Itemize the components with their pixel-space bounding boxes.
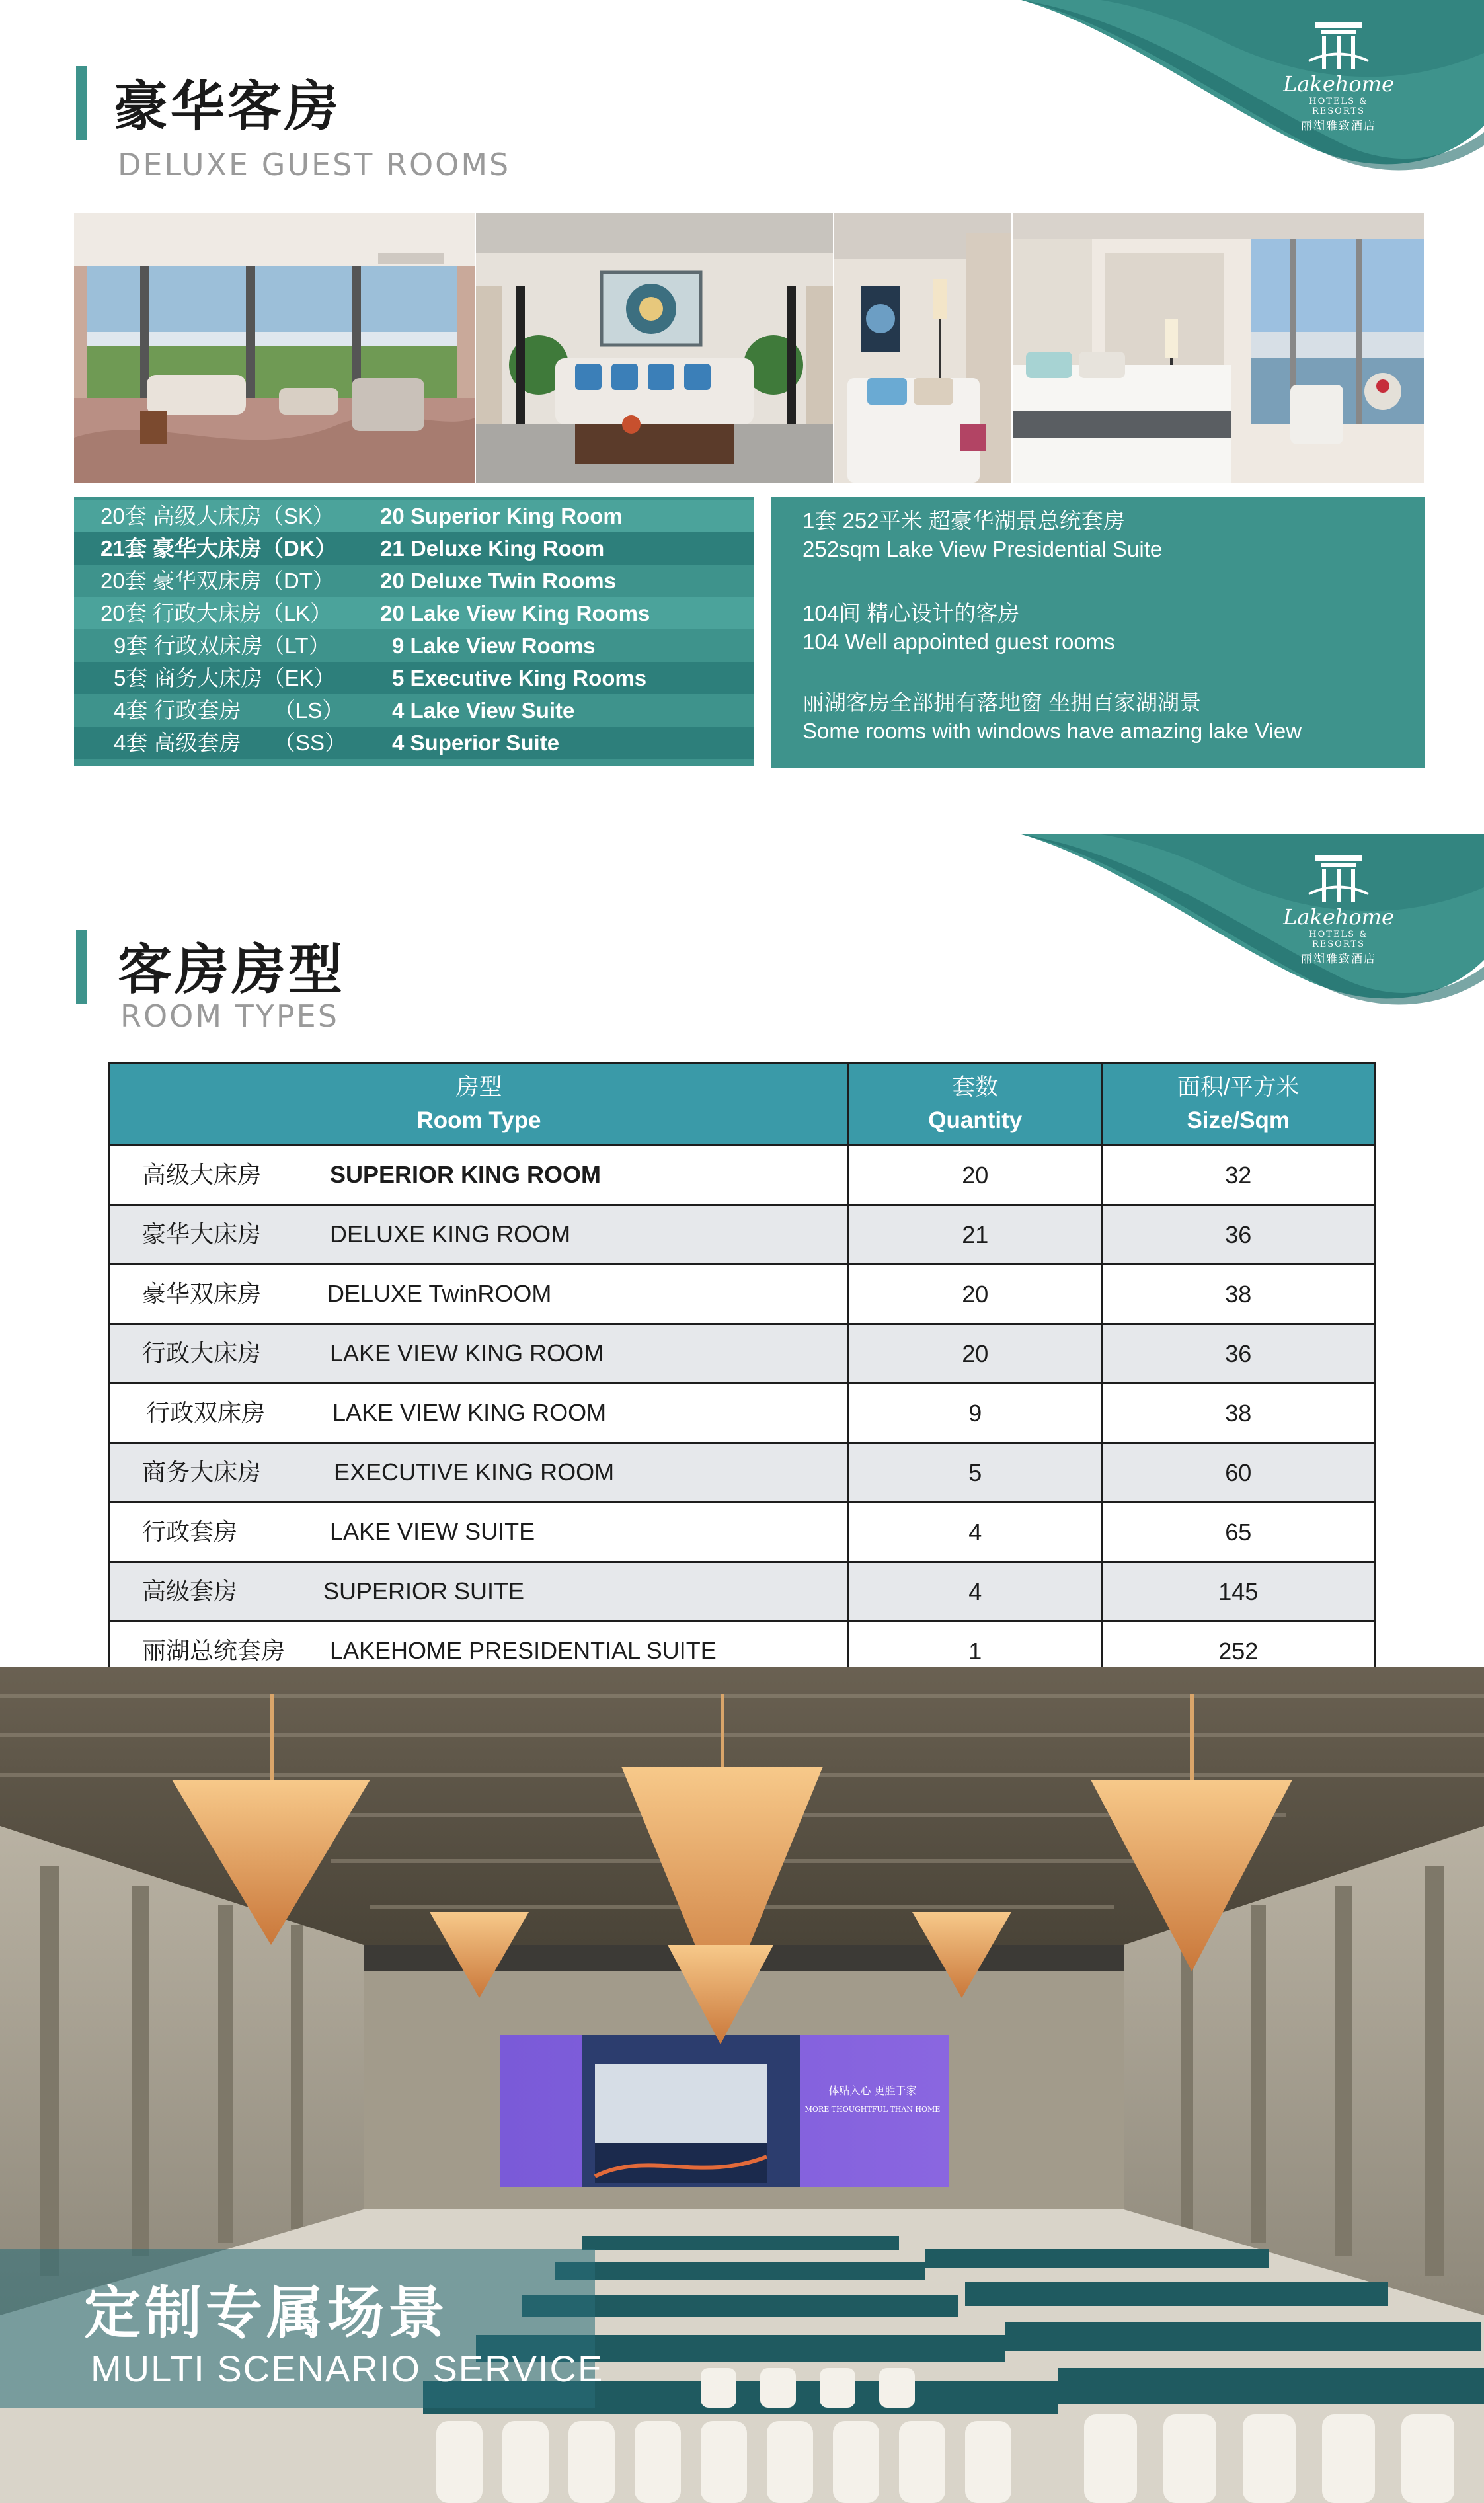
quantity-cell: 21: [848, 1205, 1102, 1265]
brand-script-name: Lakehome: [1283, 71, 1394, 97]
table-header-row: [110, 1063, 1375, 1146]
room-type-cell: [110, 1443, 849, 1503]
quantity-cell: 20: [848, 1324, 1102, 1384]
room-type-en: LAKE VIEW KING ROOM: [330, 1339, 604, 1367]
header-quantity-en: Quantity: [928, 1107, 1023, 1133]
room-type-cell: [110, 1384, 849, 1443]
quantity-cell: 20: [848, 1265, 1102, 1324]
room-types-table: [108, 1062, 1376, 1682]
table-row: [110, 1265, 1375, 1324]
brand-cn-name: 丽湖雅致酒店: [1301, 953, 1376, 966]
brand-logo-top: [1282, 20, 1395, 133]
header-quantity: [848, 1063, 1102, 1146]
room-type-cn: 行政双床房: [146, 1399, 266, 1426]
size-cell: 252: [1102, 1622, 1375, 1681]
quantity-cell: 20: [848, 1146, 1102, 1205]
inventory-cn: 4套 高级套房 （SS）: [114, 731, 347, 755]
table-row: [110, 1146, 1375, 1205]
inventory-cn: 21套 豪华大床房（DK）: [100, 536, 337, 561]
size-cell: 145: [1102, 1562, 1375, 1622]
room-type-en: DELUXE TwinROOM: [327, 1280, 552, 1307]
room-types-title-cn: 客房房型: [118, 939, 346, 1002]
room-type-cell: [110, 1562, 849, 1622]
brand-emblem-icon: [1282, 20, 1395, 71]
inventory-en: 20 Deluxe Twin Rooms: [380, 569, 616, 593]
header-quantity-cn: 套数: [952, 1074, 999, 1100]
screen-text-cn: 体贴入心 更胜于家: [828, 2085, 917, 2097]
inventory-row: [74, 500, 754, 532]
room-type-cn: 行政套房: [142, 1518, 238, 1545]
header-room-type: [110, 1063, 849, 1146]
table-row: [110, 1503, 1375, 1562]
room-types-title-en: ROOM TYPES: [120, 998, 339, 1034]
brand-emblem-icon: [1282, 853, 1395, 904]
room-type-en: SUPERIOR KING ROOM: [330, 1161, 602, 1188]
deluxe-title-en: DELUXE GUEST ROOMS: [118, 147, 511, 182]
brand-sub-name: HOTELS & RESORTS: [1309, 930, 1368, 949]
room-type-cn: 丽湖总统套房: [142, 1637, 286, 1664]
inventory-cn: 20套 行政大床房（LK）: [100, 601, 332, 625]
header-size: [1102, 1063, 1375, 1146]
inventory-cn: 5套 商务大床房（EK）: [114, 666, 336, 690]
size-cell: 32: [1102, 1146, 1375, 1205]
room-type-en: LAKE VIEW KING ROOM: [332, 1399, 607, 1426]
inventory-row: [74, 662, 754, 694]
quantity-cell: 9: [848, 1384, 1102, 1443]
room-type-en: LAKEHOME PRESIDENTIAL SUITE: [330, 1637, 717, 1664]
inventory-cn: 4套 行政套房 （LS）: [114, 698, 344, 723]
inventory-en: 4 Lake View Suite: [392, 698, 575, 723]
room-photo-bed-lakeview: [1013, 213, 1424, 483]
room-type-en: EXECUTIVE KING ROOM: [334, 1458, 615, 1486]
room-photo-sofa-suite: [476, 213, 833, 483]
size-cell: 36: [1102, 1205, 1375, 1265]
highlight-en: 252sqm Lake View Presidential Suite: [802, 537, 1163, 561]
room-type-en: SUPERIOR SUITE: [323, 1577, 525, 1605]
size-cell: 36: [1102, 1324, 1375, 1384]
room-type-cn: 豪华双床房: [142, 1280, 262, 1307]
highlights-panel: [771, 497, 1425, 768]
header-room-type-en: Room Type: [416, 1107, 541, 1133]
quantity-cell: 5: [848, 1443, 1102, 1503]
table-row: [110, 1324, 1375, 1384]
highlight-cn: 1套 252平米 超豪华湖景总统套房: [802, 508, 1125, 533]
room-type-cn: 豪华大床房: [142, 1220, 262, 1248]
middle-corner-brand-shape: [1021, 834, 1484, 1006]
header-room-type-cn: 房型: [455, 1074, 502, 1100]
room-type-cell: [110, 1205, 849, 1265]
inventory-row: [74, 727, 754, 759]
highlight-cn: 丽湖客房全部拥有落地窗 坐拥百家湖湖景: [802, 690, 1202, 715]
room-type-cn: 商务大床房: [142, 1458, 262, 1486]
room-type-cell: [110, 1146, 849, 1205]
header-size-en: Size/Sqm: [1187, 1107, 1290, 1133]
hall-title-cn: 定制专属场景: [84, 2280, 449, 2346]
room-type-cell: [110, 1503, 849, 1562]
inventory-en: 20 Lake View King Rooms: [380, 601, 650, 625]
inventory-row: [74, 532, 754, 565]
inventory-en: 21 Deluxe King Room: [380, 536, 605, 561]
highlight-en: Some rooms with windows have amazing lake View: [802, 719, 1302, 743]
header-size-cn: 面积/平方米: [1177, 1074, 1300, 1100]
table-row: [110, 1443, 1375, 1503]
room-type-en: DELUXE KING ROOM: [330, 1220, 571, 1248]
inventory-row: [74, 565, 754, 597]
brand-logo-middle: [1282, 853, 1395, 966]
room-type-cn: 行政大床房: [142, 1339, 262, 1367]
brand-sub-name: HOTELS & RESORTS: [1309, 97, 1368, 116]
brand-script-name: Lakehome: [1283, 904, 1394, 930]
size-cell: 38: [1102, 1265, 1375, 1324]
inventory-row: [74, 694, 754, 727]
room-type-cell: [110, 1265, 849, 1324]
inventory-row: [74, 629, 754, 662]
inventory-en: 5 Executive King Rooms: [392, 666, 647, 690]
inventory-panel: [74, 497, 754, 766]
inventory-row: [74, 597, 754, 629]
quantity-cell: 1: [848, 1622, 1102, 1681]
table-row: [110, 1562, 1375, 1622]
room-type-cn: 高级大床房: [142, 1161, 262, 1188]
room-photo-lake-lounge: [74, 213, 475, 483]
table-row: [110, 1205, 1375, 1265]
hall-title-en: MULTI SCENARIO SERVICE: [91, 2348, 604, 2389]
size-cell: 38: [1102, 1384, 1375, 1443]
screen-text-en: MORE THOUGHTFUL THAN HOME: [804, 2105, 941, 2114]
top-corner-brand-shape: [1021, 0, 1484, 172]
inventory-cn: 20套 豪华双床房（DT）: [100, 569, 334, 593]
table-row: [110, 1384, 1375, 1443]
inventory-cn: 9套 行政双床房（LT）: [114, 633, 331, 658]
room-type-cn: 高级套房: [142, 1577, 238, 1605]
inventory-en: 4 Superior Suite: [392, 731, 560, 755]
inventory-en: 20 Superior King Room: [380, 504, 623, 528]
quantity-cell: 4: [848, 1562, 1102, 1622]
deluxe-heading-bar: [76, 66, 87, 140]
size-cell: 60: [1102, 1443, 1375, 1503]
room-type-cell: [110, 1324, 849, 1384]
inventory-cn: 20套 高级大床房（SK）: [100, 504, 334, 528]
deluxe-title-cn: 豪华客房: [114, 75, 342, 138]
inventory-en: 9 Lake View Rooms: [392, 633, 596, 658]
highlight-cn: 104间 精心设计的客房: [802, 601, 1020, 625]
size-cell: 65: [1102, 1503, 1375, 1562]
highlight-en: 104 Well appointed guest rooms: [802, 629, 1115, 654]
quantity-cell: 4: [848, 1503, 1102, 1562]
brand-cn-name: 丽湖雅致酒店: [1301, 120, 1376, 133]
room-type-en: LAKE VIEW SUITE: [330, 1518, 535, 1545]
room-photo-bedroom-lamp: [834, 213, 1011, 483]
room-types-heading-bar: [76, 930, 87, 1004]
